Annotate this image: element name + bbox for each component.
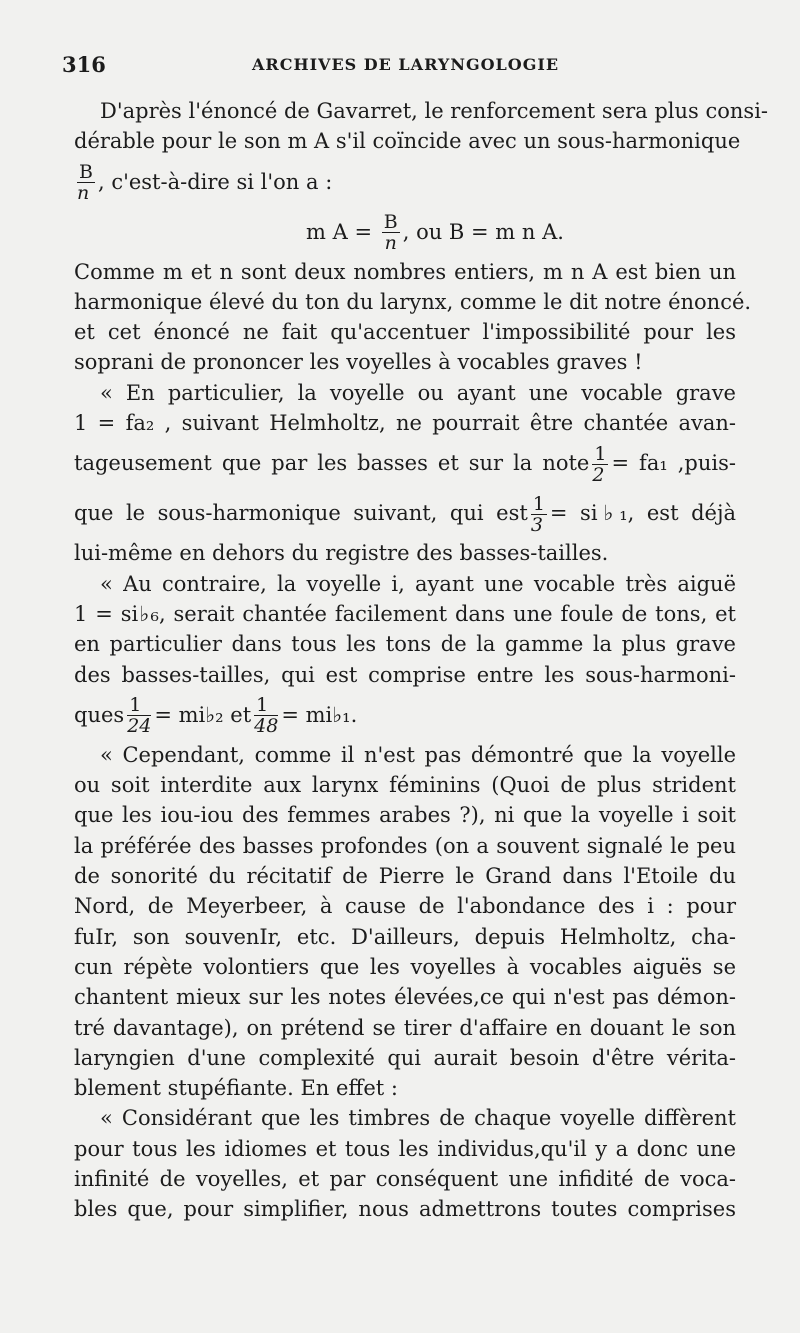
fraction: $\frac{1}{24}$	[127, 694, 152, 738]
text-line: bles que, pour simplifier, nous admettrons toutes comprises	[74, 1197, 736, 1222]
text-line: soprani de prononcer les voyelles à vocables graves !	[74, 350, 643, 375]
fraction: $\frac{1}{48}$	[254, 694, 279, 738]
text-line: « En particulier, la voyelle ou ayant une vocable grave	[100, 380, 736, 405]
text-line: $\frac{B}{n}$ , c'est-à-dire si l'on a :	[77, 161, 333, 205]
text-line: 1 = si♭₆, serait chantée facilement dans une foule de tons, et	[74, 601, 736, 626]
text-line: lui-même en dehors du registre des basses-tailles.	[74, 541, 609, 566]
text-line: ques $\frac{1}{24}$ = mi♭₂ et $\frac{1}{48}$ = mi♭₁.	[74, 694, 358, 738]
page-header	[62, 52, 740, 82]
text-line: ou soit interdite aux larynx féminins (Quoi de plus strident	[74, 773, 736, 798]
text-line: « Considérant que les timbres de chaque voyelle diffèrent	[100, 1106, 736, 1131]
text-line: blement stupéfiante. En effet :	[74, 1076, 398, 1101]
text-line: pour tous les idiomes et tous les individus,qu'il y a donc une	[74, 1136, 736, 1161]
running-head: ARCHIVES DE LARYNGOLOGIE	[252, 55, 560, 74]
text-line: harmonique élevé du ton du larynx, comme le dit notre énoncé.	[74, 289, 752, 314]
text-line: fuIr, son souvenIr, etc. D'ailleurs, depuis Helmholtz, cha-	[74, 924, 736, 949]
text-line: laryngien d'une complexité qui aurait besoin d'être vérita-	[74, 1045, 736, 1070]
text-line: tageusement que par les basses et sur la note $\frac{1}{2}$ = fa₁ ,puis-	[74, 442, 736, 486]
text-line: dérable pour le son m A s'il coïncide avec un sous-harmonique	[74, 129, 741, 154]
fraction: $\frac{B}{n}$	[383, 211, 398, 255]
text-line: la préférée des basses profondes (on a souvent signalé le peu	[74, 833, 736, 858]
fraction: $\frac{B}{n}$	[77, 161, 93, 205]
text-line: D'après l'énoncé de Gavarret, le renforcement sera plus consi-	[100, 99, 769, 123]
fraction: $\frac{1}{3}$	[530, 492, 545, 536]
text-line: que le sous-harmonique suivant, qui est $\frac{1}{3}$ = si♭₁, est déjà	[74, 492, 736, 536]
text-line: infinité de voyelles, et par conséquent une infidité de voca-	[74, 1167, 736, 1192]
body-text	[74, 96, 769, 1225]
text-line: « Cependant, comme il n'est pas démontré que la voyelle	[100, 742, 736, 767]
fraction: $\frac{1}{2}$	[592, 442, 607, 486]
text-line: que les iou-iou des femmes arabes ?), ni que la voyelle i soit	[74, 803, 736, 828]
text-line: en particulier dans tous les tons de la gamme la plus grave	[74, 632, 736, 657]
text-line: Nord, de Meyerbeer, à cause de l'abondance des i : pour	[74, 894, 736, 919]
text-line: des basses-tailles, qui est comprise entre les sous-harmoni-	[74, 662, 736, 687]
text-line: chantent mieux sur les notes élevées,ce qui n'est pas démon-	[74, 985, 736, 1010]
text-line: Comme m et n sont deux nombres entiers, m n A est bien un	[74, 259, 736, 284]
text-line: 1 = fa₂ , suivant Helmholtz, ne pourrait être chantée avan-	[74, 411, 736, 436]
text-line: cun répète volontiers que les voyelles à vocables aiguës se	[74, 954, 736, 979]
page-number: 316	[62, 52, 106, 77]
text-line: de sonorité du récitatif de Pierre le Grand dans l'Etoile du	[74, 864, 736, 889]
text-line: tré davantage), on prétend se tirer d'affaire en douant le son	[74, 1015, 736, 1040]
equation-line: m A = $\frac{B}{n}$ , ou B = m n A.	[306, 211, 564, 255]
text-line: et cet énoncé ne fait qu'accentuer l'impossibilité pour les	[74, 320, 736, 345]
text-line: « Au contraire, la voyelle i, ayant une vocable très aiguë	[100, 571, 736, 596]
